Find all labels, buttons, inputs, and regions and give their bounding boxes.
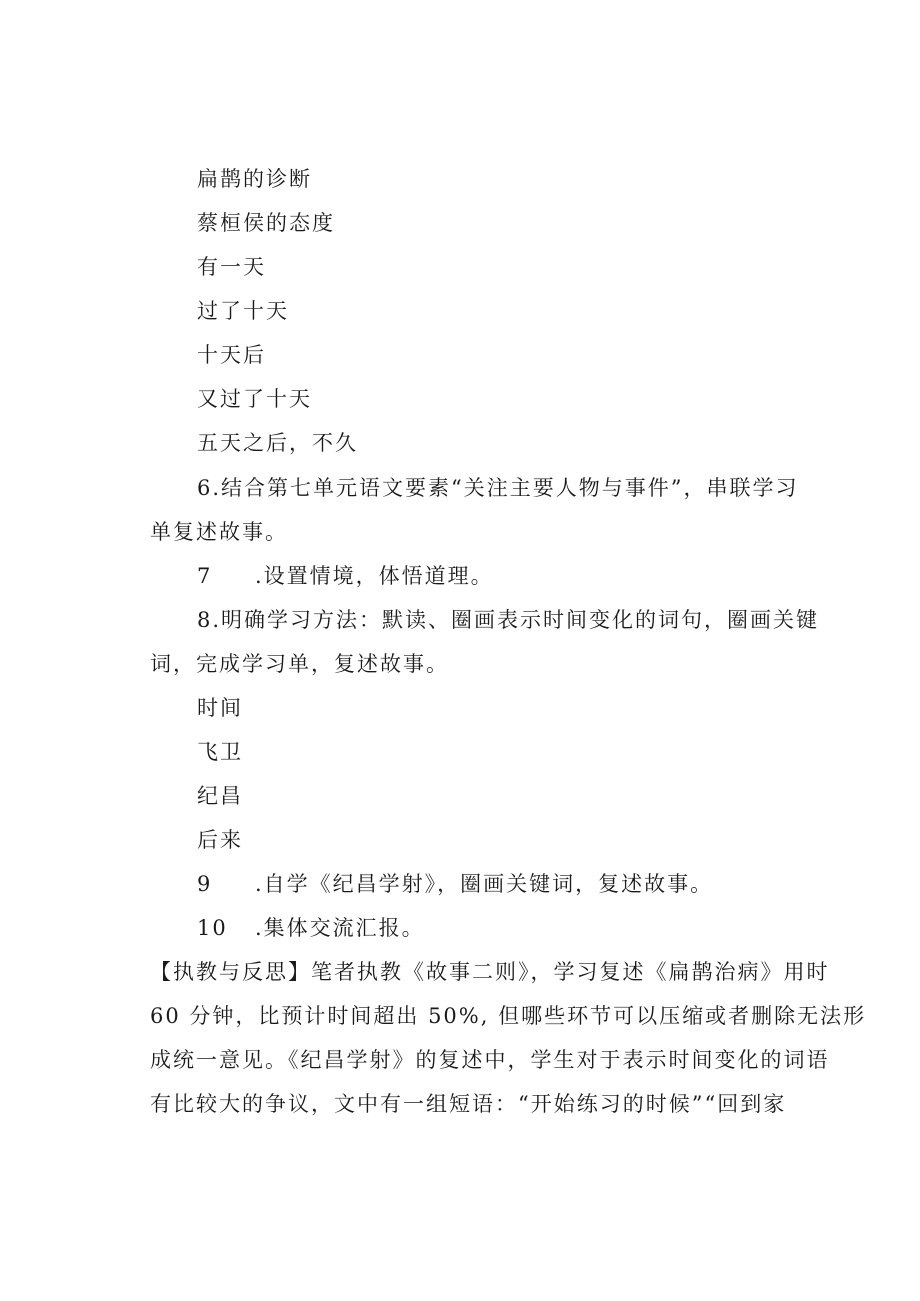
list-item-6-line2: 单复述故事。 bbox=[150, 520, 288, 544]
table-item-another-ten-days: 又过了十天 bbox=[197, 387, 312, 411]
reflection-line-1: 【执教与反思】笔者执教《故事二则》，学习复述《扁鹊治病》用时 bbox=[150, 960, 830, 984]
item-number: 8 bbox=[197, 608, 213, 632]
list-item-9 bbox=[197, 870, 713, 898]
table-item-caihuanhou-attitude: 蔡桓侯的态度 bbox=[197, 211, 335, 235]
item-text: .自学《纪昌学射》，圈画关键词，复述故事。 bbox=[255, 872, 714, 896]
table-item-ten-days-later: 十天后 bbox=[197, 343, 266, 367]
table-item-one-day: 有一天 bbox=[197, 255, 266, 279]
item-number: 9 bbox=[197, 872, 213, 896]
item-number: 7 bbox=[197, 564, 213, 588]
table2-item-time: 时间 bbox=[197, 696, 243, 720]
list-item-10 bbox=[197, 914, 425, 942]
reflection-line-4: 有比较大的争议，文中有一组短语：“开始练习的时候”“回到家 bbox=[150, 1092, 787, 1116]
item-text: .结合第七单元语文要素“关注主要人物与事件”，串联学习 bbox=[212, 476, 799, 500]
item-text: .明确学习方法：默读、圈画表示时间变化的词句，圈画关键 bbox=[212, 608, 820, 632]
table2-item-jichang: 纪昌 bbox=[197, 784, 243, 808]
table-item-ten-days-passed: 过了十天 bbox=[197, 299, 289, 323]
item-text: .设置情境，体悟道理。 bbox=[255, 564, 494, 588]
list-item-8-line2: 词，完成学习单，复述故事。 bbox=[150, 652, 449, 676]
table-item-five-days-later: 五天之后，不久 bbox=[197, 431, 358, 455]
list-item-6-line1 bbox=[197, 474, 799, 502]
list-item-8-line1 bbox=[197, 606, 819, 634]
item-number: 10 bbox=[197, 916, 228, 940]
table-item-bianque-diagnosis: 扁鹊的诊断 bbox=[197, 167, 312, 191]
item-text: .集体交流汇报。 bbox=[255, 916, 425, 940]
item-number: 6 bbox=[197, 476, 213, 500]
reflection-line-2: 60 分钟，比预计时间超出 50%, 但哪些环节可以压缩或者删除无法形 bbox=[150, 1004, 867, 1028]
table2-item-feiwei: 飞卫 bbox=[197, 740, 243, 764]
table2-item-later: 后来 bbox=[197, 828, 243, 852]
reflection-line-3: 成统一意见。《纪昌学射》的复述中，学生对于表示时间变化的词语 bbox=[150, 1048, 830, 1072]
list-item-7 bbox=[197, 562, 494, 590]
